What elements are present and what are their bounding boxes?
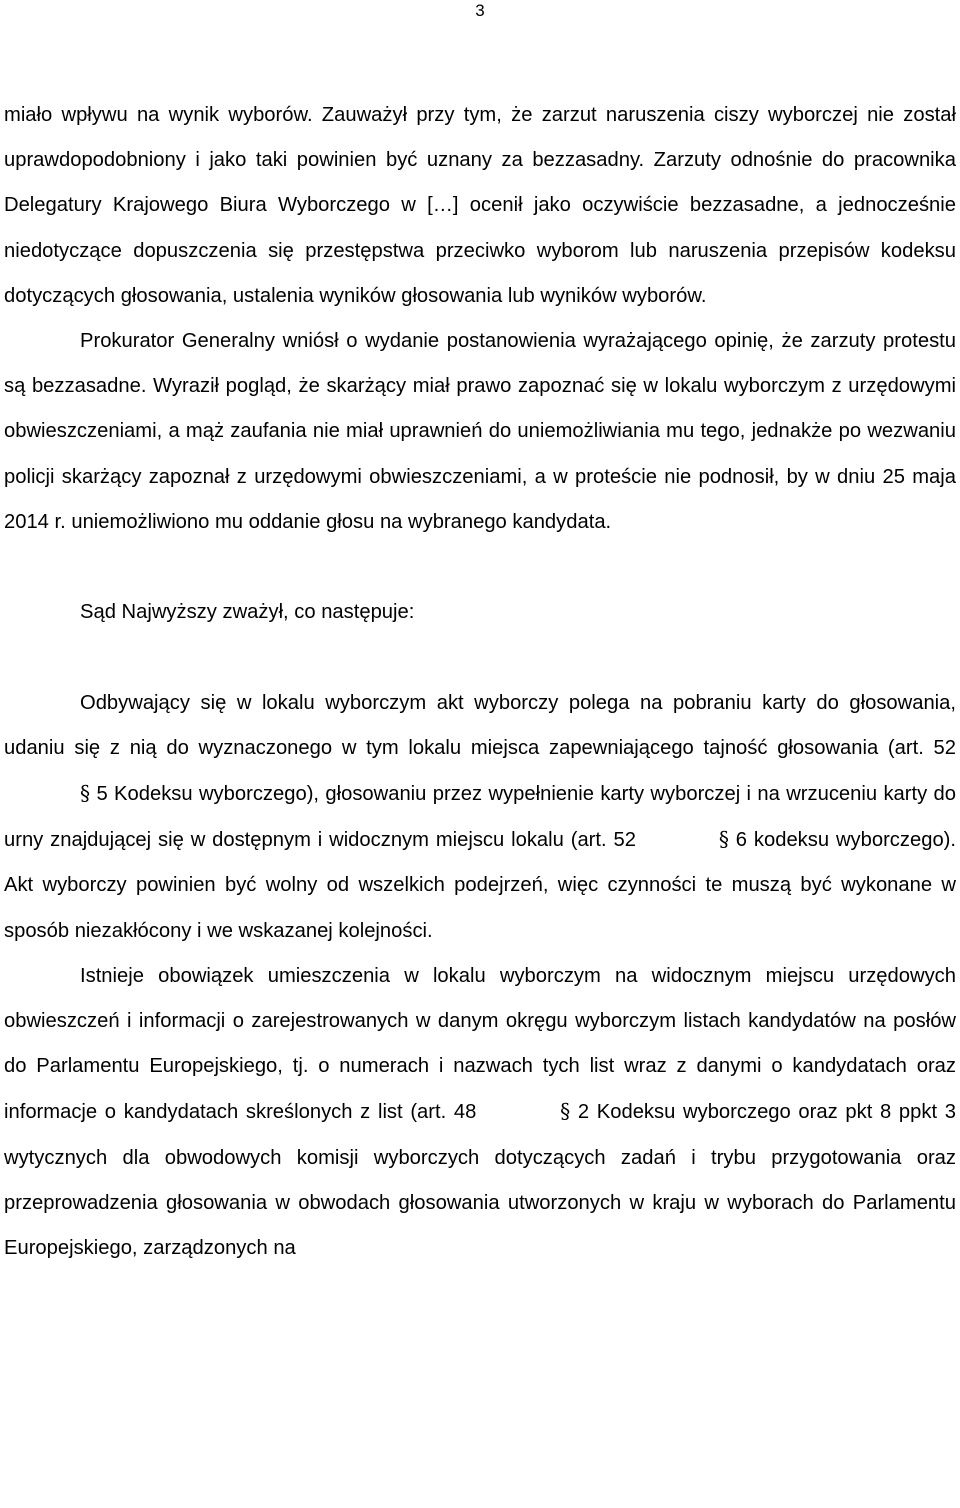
section-sign-icon: § bbox=[718, 827, 729, 852]
document-body bbox=[4, 93, 956, 1271]
paragraph-lower-court-findings: miało wpływu na wynik wyborów. Zauważył przy tym, że zarzut naruszenia ciszy wyborczej nie został uprawdopodobniony i jako taki powinien być uznany za bezzasadny. Zarzuty odnośnie do pracownika Delegatury Krajowego Biura Wyborczego w […] ocenił jako oczywiście bezzasadne, a jednocześnie niedotyczące dopuszczenia się przestępstwa przeciwko wyborom lub naruszenia przepisów kodeksu dotyczących głosowania, ustalenia wyników głosowania lub wyników wyborów. bbox=[4, 104, 956, 307]
page-number: 3 bbox=[475, 1, 485, 20]
paragraph-obligation-notices bbox=[4, 954, 956, 1271]
paragraph-voting-act bbox=[4, 681, 956, 954]
paragraph-text: 6 kodeksu wyborczego). Akt wyborczy powinien być wolny od wszelkich podejrzeń, więc czynności te muszą być wykonane w sposób niezakłócony i we wskazanej kolejności. bbox=[4, 829, 957, 942]
paragraph-text: 2 Kodeksu wyborczego oraz pkt 8 ppkt 3 wytycznych dla obwodowych komisji wyborczych dotyczących zadań i trybu przygotowania oraz przeprowadzenia głosowania w obwodach głosowania utworzonych w kraju w wyborach do Parlamentu Europejskiego, zarządzonych na bbox=[4, 1101, 957, 1260]
section-heading: Sąd Najwyższy zważył, co następuje: bbox=[80, 601, 415, 624]
paragraph-text: 5 Kodeksu wyborczego), głosowaniu przez wypełnienie karty wyborczej i na wrzuceniu karty do urny znajdującej się w dostępnym i widocznym miejscu lokalu (art. 52 bbox=[4, 783, 957, 852]
paragraph-prosecutor-opinion: Prokurator Generalny wniósł o wydanie postanowienia wyrażającego opinię, że zarzuty protestu są bezzasadne. Wyraził pogląd, że skarżący miał prawo zapoznać się w lokalu wyborczym z urzędowymi obwieszczeniami, a mąż zaufania nie miał uprawnień do uniemożliwiania mu tego, jednakże po wezwaniu policji skarżący zapoznał z urzędowymi obwieszczeniami, a w proteście nie podnosił, by w dniu 25 maja 2014 r. uniemożliwiono mu oddanie głosu na wybranego kandydata. bbox=[4, 330, 956, 533]
section-sign-icon: § bbox=[560, 1099, 571, 1124]
section-sign-icon: § bbox=[80, 781, 91, 806]
paragraph-text: Istnieje obowiązek umieszczenia w lokalu wyborczym na widocznym miejscu urzędowych obwieszczeń i informacji o zarejestrowanych w danym okręgu wyborczym listach kandydatów na posłów do Parlamentu Europejskiego, tj. o numerach i nazwach tych list wraz z danymi o kandydatach oraz informacje o kandydatach skreślonych z list (art. 48 bbox=[4, 964, 956, 1124]
paragraph-text: Odbywający się w lokalu wyborczym akt wyborczy polega na pobraniu karty do głosowania, udaniu się z nią do wyznaczonego w tym lokalu miejsca zapewniającego tajność głosowania (art. 52 bbox=[4, 691, 956, 759]
